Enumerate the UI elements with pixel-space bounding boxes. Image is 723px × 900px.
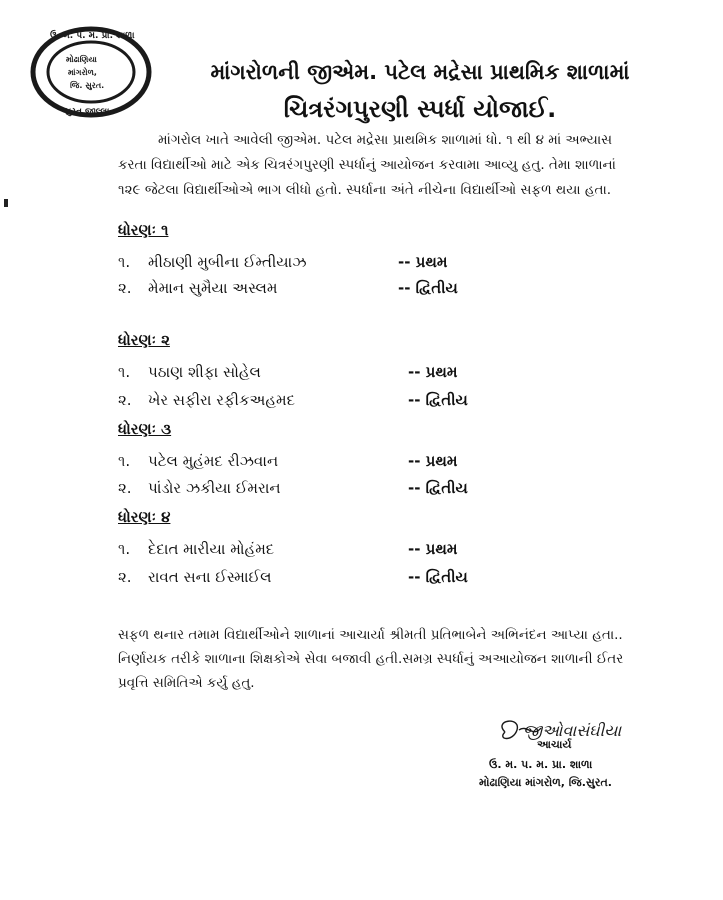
- closing-line: પ્રવૃત્તિ સમિતિએ કર્યુ હતુ.: [118, 675, 255, 691]
- student-name: પટેલ મુહંમદ રીઝવાન: [148, 452, 279, 470]
- seal-inner-line: માંગરોળ,: [68, 68, 97, 77]
- rank-label: -- પ્રથમ: [408, 452, 458, 470]
- serial-number: ૧.: [118, 363, 131, 381]
- intro-line: માંગરોલ ખાતે આવેલી જીએમ. પટેલ મદ્રેસા પ્રાથમિક શાળામાં ધો. ૧ થી ૪ માં અભ્યાસ: [158, 132, 613, 148]
- closing-line: સફળ થનાર તમામ વિદ્યાર્થીઓને શાળાનાં આચાર્યા શ્રીમતી પ્રતિભાબેને અભિનંદન આપ્યા હતા..: [118, 627, 623, 643]
- student-name: મેમાન સુમૈયા અસ્લમ: [148, 279, 278, 297]
- margin-mark: [4, 199, 8, 207]
- school-seal: [28, 24, 154, 120]
- intro-paragraph: [118, 128, 678, 203]
- serial-number: ૨.: [118, 391, 132, 409]
- student-name: મીઠાણી મુબીના ઈમ્તીયાઝ: [148, 253, 307, 271]
- result-name: [118, 452, 278, 470]
- rank-label: -- દ્વિતીય: [408, 568, 468, 586]
- serial-number: ૨.: [118, 479, 132, 497]
- heading-line-1: માંગરોળની જીએમ. પટેલ મદ્રેસા પ્રાથમિક શાળામાં: [210, 60, 630, 84]
- result-name: [118, 363, 261, 381]
- serial-number: ૧.: [118, 540, 131, 558]
- seal-inner-line: જિ. સુરત.: [70, 81, 105, 90]
- school-name-stamp: ઉ. મ. પ. મ. પ્રા. શાળા: [489, 758, 593, 771]
- intro-line: ૧૨૯ જેટલા વિદ્યાર્થીઓએ ભાગ લીધો હતો. સ્પર્ધાના અંતે નીચેના વિદ્યાર્થીઓ સફળ થયા હતા.: [118, 182, 612, 198]
- student-name: પાંડોર ઝકીયા ઈમરાન: [148, 479, 281, 497]
- serial-number: ૧.: [118, 253, 131, 271]
- rank-label: -- દ્વિતીય: [398, 279, 458, 297]
- rank-label: -- પ્રથમ: [398, 253, 448, 271]
- school-address-stamp: મોઢાણિયા માંગરોળ, જિ.સુરત.: [479, 776, 612, 789]
- rank-label: -- પ્રથમ: [408, 540, 458, 558]
- handwritten-signature: [483, 712, 683, 748]
- intro-line: કરતા વિદ્યાર્થીઓ માટે એક ચિત્રરંગપુરણી સ્પર્ધાનું આયોજન કરવામા આવ્યુ હતુ. તેમા શાળાનાં: [118, 157, 616, 173]
- heading-line-2: ચિત્રરંગપુરણી સ્પર્ધા યોજાઈ.: [283, 95, 557, 123]
- result-name: [118, 540, 274, 558]
- seal-outer-text: ઉ. મ. પ. મ. પ્રા. શાળા: [50, 31, 135, 41]
- result-name: [118, 568, 271, 586]
- closing-line: નિર્ણાયક તરીકે શાળાના શિક્ષકોએ સેવા બજાવી હતી.સમગ્ર સ્પર્ધાનું અઆયોજન શાળાની ઈતર: [118, 651, 624, 667]
- rank-label: -- દ્વિતીય: [408, 479, 468, 497]
- serial-number: ૨.: [118, 279, 132, 297]
- result-name: [118, 391, 295, 409]
- standard-heading: ધોરણઃ ૨: [118, 331, 170, 349]
- student-name: દેદાત મારીયા મોહંમદ: [148, 540, 275, 558]
- serial-number: ૨.: [118, 568, 132, 586]
- signatory-title: આચાર્ય: [537, 738, 572, 751]
- result-name: [118, 479, 281, 497]
- serial-number: ૧.: [118, 452, 131, 470]
- seal-bottom-text: સુરત જીલ્લા: [64, 107, 110, 117]
- student-name: પઠાણ શીફા સોહેલ: [148, 363, 261, 381]
- standard-heading: ધોરણઃ ૩: [118, 420, 172, 438]
- student-name: રાવત સના ઈસ્માઈલ: [148, 568, 272, 586]
- result-name: [118, 279, 277, 297]
- closing-paragraph: [118, 623, 688, 695]
- standard-heading: ધોરણઃ ૧: [118, 221, 169, 239]
- student-name: ખેર સફીરા રફીકઅહમદ: [148, 391, 296, 409]
- signature-text: જીઓવાસંઘીયા: [523, 721, 622, 740]
- rank-label: -- દ્વિતીય: [408, 391, 468, 409]
- result-name: [118, 253, 307, 271]
- rank-label: -- પ્રથમ: [408, 363, 458, 381]
- seal-inner-line: મોઢાણિયા: [66, 55, 97, 64]
- standard-heading: ધોરણઃ ૪: [118, 508, 171, 526]
